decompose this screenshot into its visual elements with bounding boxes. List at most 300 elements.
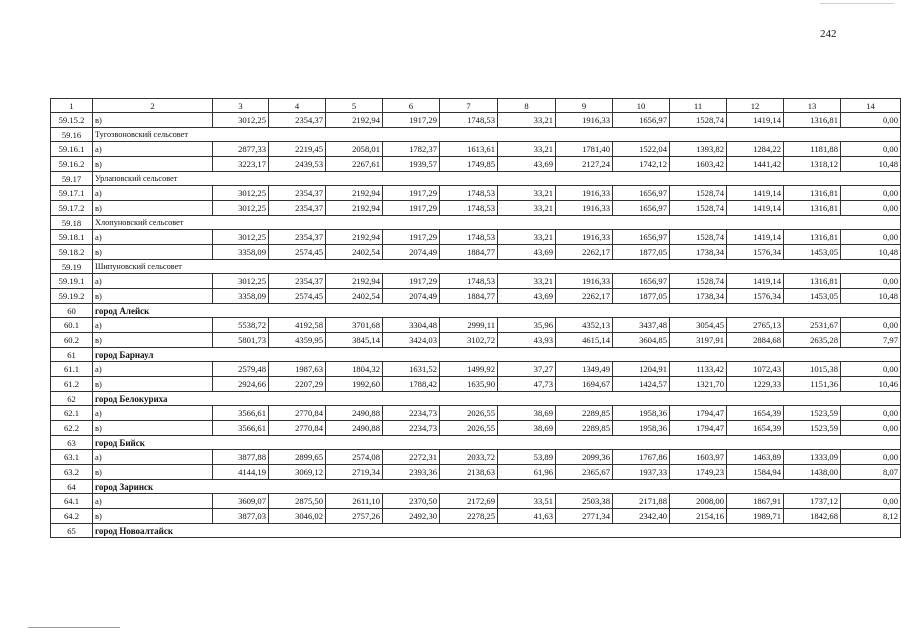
- value-cell: 1749,23: [670, 465, 727, 480]
- row-label: а): [93, 186, 213, 201]
- page-number: 242: [820, 28, 837, 40]
- value-cell: 2579,48: [213, 362, 269, 377]
- value-cell: 1528,74: [670, 274, 727, 289]
- value-cell: 2757,26: [326, 509, 383, 524]
- value-cell: 10,46: [841, 377, 901, 392]
- value-cell: 1654,39: [727, 421, 784, 436]
- table-row: [51, 230, 901, 245]
- value-cell: 1522,04: [613, 142, 670, 157]
- value-cell: 1748,53: [440, 230, 498, 245]
- value-cell: 3358,09: [213, 289, 269, 304]
- value-cell: 2771,34: [556, 509, 613, 524]
- value-cell: 2262,17: [556, 289, 613, 304]
- value-cell: 1781,40: [556, 142, 613, 157]
- row-code: 63: [51, 436, 93, 450]
- value-cell: 1316,81: [784, 113, 841, 128]
- column-header: 3: [213, 99, 269, 113]
- section-row: [51, 480, 901, 494]
- value-cell: 2234,73: [383, 406, 440, 421]
- value-cell: 1321,70: [670, 377, 727, 392]
- row-label: в): [93, 377, 213, 392]
- value-cell: 1463,89: [727, 450, 784, 465]
- value-cell: 1229,33: [727, 377, 784, 392]
- value-cell: 5801,73: [213, 333, 269, 348]
- section-row: [51, 392, 901, 406]
- row-code: 59.16: [51, 128, 93, 142]
- value-cell: 1788,42: [383, 377, 440, 392]
- value-cell: 33,51: [498, 494, 556, 509]
- value-cell: 2439,53: [269, 157, 326, 172]
- column-header: 1: [51, 99, 93, 113]
- value-cell: 1419,14: [727, 230, 784, 245]
- value-cell: 1133,42: [670, 362, 727, 377]
- value-cell: 2503,38: [556, 494, 613, 509]
- value-cell: 1939,57: [383, 157, 440, 172]
- column-header: 10: [613, 99, 670, 113]
- value-cell: 1419,14: [727, 274, 784, 289]
- value-cell: 1453,05: [784, 289, 841, 304]
- table-row: [51, 157, 901, 172]
- row-code: 62: [51, 392, 93, 406]
- value-cell: 3609,07: [213, 494, 269, 509]
- row-label: в): [93, 333, 213, 348]
- row-label: а): [93, 142, 213, 157]
- row-code: 59.19.2: [51, 289, 93, 304]
- column-header: 8: [498, 99, 556, 113]
- value-cell: 4144,19: [213, 465, 269, 480]
- value-cell: 3012,25: [213, 230, 269, 245]
- value-cell: 2402,54: [326, 289, 383, 304]
- value-cell: 3012,25: [213, 113, 269, 128]
- row-label: а): [93, 318, 213, 333]
- value-cell: 1654,39: [727, 406, 784, 421]
- value-cell: 1284,22: [727, 142, 784, 157]
- value-cell: 1867,91: [727, 494, 784, 509]
- value-cell: 2354,37: [269, 230, 326, 245]
- value-cell: 2393,36: [383, 465, 440, 480]
- row-code: 60: [51, 304, 93, 318]
- row-code: 59.17: [51, 172, 93, 186]
- value-cell: 2492,30: [383, 509, 440, 524]
- value-cell: 1748,53: [440, 113, 498, 128]
- value-cell: 2611,10: [326, 494, 383, 509]
- column-header: 11: [670, 99, 727, 113]
- column-header: 2: [93, 99, 213, 113]
- row-code: 64.2: [51, 509, 93, 524]
- value-cell: 2127,24: [556, 157, 613, 172]
- value-cell: 2899,65: [269, 450, 326, 465]
- value-cell: 1603,42: [670, 157, 727, 172]
- value-cell: 1917,29: [383, 201, 440, 216]
- row-code: 61.1: [51, 362, 93, 377]
- section-row: [51, 172, 901, 186]
- value-cell: 1958,36: [613, 406, 670, 421]
- value-cell: 4192,58: [269, 318, 326, 333]
- value-cell: 2138,63: [440, 465, 498, 480]
- value-cell: 1316,81: [784, 186, 841, 201]
- section-title: город Белокуриха: [93, 392, 901, 406]
- value-cell: 1631,52: [383, 362, 440, 377]
- section-row: [51, 260, 901, 274]
- section-title: Хлопуновский сельсовет: [93, 216, 901, 230]
- bottom-edge-rule: [28, 627, 120, 628]
- value-cell: 8,07: [841, 465, 901, 480]
- row-label: а): [93, 406, 213, 421]
- value-cell: 0,00: [841, 406, 901, 421]
- column-number-row: [51, 99, 901, 113]
- section-row: [51, 128, 901, 142]
- value-cell: 3223,17: [213, 157, 269, 172]
- value-cell: 1613,61: [440, 142, 498, 157]
- value-cell: 1992,60: [326, 377, 383, 392]
- value-cell: 33,21: [498, 230, 556, 245]
- value-cell: 1656,97: [613, 274, 670, 289]
- value-cell: 33,21: [498, 274, 556, 289]
- value-cell: 33,21: [498, 142, 556, 157]
- value-cell: 1316,81: [784, 274, 841, 289]
- value-cell: 1917,29: [383, 274, 440, 289]
- row-code: 59.18.1: [51, 230, 93, 245]
- row-label: в): [93, 289, 213, 304]
- value-cell: 3566,61: [213, 421, 269, 436]
- value-cell: 2490,88: [326, 406, 383, 421]
- value-cell: 1576,34: [727, 245, 784, 260]
- row-label: а): [93, 274, 213, 289]
- column-header: 6: [383, 99, 440, 113]
- row-code: 59.18.2: [51, 245, 93, 260]
- value-cell: 1419,14: [727, 113, 784, 128]
- value-cell: 1794,47: [670, 421, 727, 436]
- value-cell: 3877,03: [213, 509, 269, 524]
- table-row: [51, 318, 901, 333]
- value-cell: 3012,25: [213, 186, 269, 201]
- value-cell: 1441,42: [727, 157, 784, 172]
- value-cell: 33,21: [498, 186, 556, 201]
- row-code: 64.1: [51, 494, 93, 509]
- section-title: Тугозвоновский сельсовет: [93, 128, 901, 142]
- value-cell: 2531,67: [784, 318, 841, 333]
- table-row: [51, 289, 901, 304]
- value-cell: 2574,45: [269, 245, 326, 260]
- row-code: 60.2: [51, 333, 93, 348]
- table-row: [51, 465, 901, 480]
- value-cell: 1015,38: [784, 362, 841, 377]
- value-cell: 1958,36: [613, 421, 670, 436]
- tariff-table: [50, 98, 901, 538]
- value-cell: 1181,88: [784, 142, 841, 157]
- value-cell: 1877,05: [613, 289, 670, 304]
- value-cell: 2026,55: [440, 421, 498, 436]
- value-cell: 4352,13: [556, 318, 613, 333]
- value-cell: 1316,81: [784, 201, 841, 216]
- value-cell: 1528,74: [670, 113, 727, 128]
- value-cell: 0,00: [841, 450, 901, 465]
- value-cell: 1656,97: [613, 201, 670, 216]
- value-cell: 2272,31: [383, 450, 440, 465]
- row-code: 59.15.2: [51, 113, 93, 128]
- value-cell: 2171,88: [613, 494, 670, 509]
- value-cell: 1523,59: [784, 406, 841, 421]
- value-cell: 2289,85: [556, 421, 613, 436]
- value-cell: 33,21: [498, 201, 556, 216]
- section-row: [51, 348, 901, 362]
- value-cell: 3604,85: [613, 333, 670, 348]
- value-cell: 2765,13: [727, 318, 784, 333]
- value-cell: 10,48: [841, 245, 901, 260]
- section-title: город Барнаул: [93, 348, 901, 362]
- value-cell: 3304,48: [383, 318, 440, 333]
- value-cell: 3012,25: [213, 274, 269, 289]
- row-label: в): [93, 245, 213, 260]
- value-cell: 1453,05: [784, 245, 841, 260]
- value-cell: 1916,33: [556, 274, 613, 289]
- value-cell: 2877,33: [213, 142, 269, 157]
- row-label: в): [93, 201, 213, 216]
- value-cell: 2074,49: [383, 289, 440, 304]
- value-cell: 2770,84: [269, 406, 326, 421]
- value-cell: 35,96: [498, 318, 556, 333]
- value-cell: 1842,68: [784, 509, 841, 524]
- row-label: а): [93, 450, 213, 465]
- section-row: [51, 304, 901, 318]
- table-row: [51, 142, 901, 157]
- value-cell: 1737,12: [784, 494, 841, 509]
- value-cell: 7,97: [841, 333, 901, 348]
- value-cell: 1742,12: [613, 157, 670, 172]
- row-code: 59.17.1: [51, 186, 93, 201]
- table-row: [51, 362, 901, 377]
- table-row: [51, 450, 901, 465]
- value-cell: 2192,94: [326, 186, 383, 201]
- value-cell: 2999,11: [440, 318, 498, 333]
- value-cell: 0,00: [841, 362, 901, 377]
- value-cell: 2884,68: [727, 333, 784, 348]
- value-cell: 1656,97: [613, 186, 670, 201]
- column-header: 12: [727, 99, 784, 113]
- value-cell: 1528,74: [670, 186, 727, 201]
- column-header: 4: [269, 99, 326, 113]
- value-cell: 1884,77: [440, 245, 498, 260]
- section-title: Урлаповский сельсовет: [93, 172, 901, 186]
- value-cell: 1584,94: [727, 465, 784, 480]
- value-cell: 1393,82: [670, 142, 727, 157]
- value-cell: 2058,01: [326, 142, 383, 157]
- value-cell: 2262,17: [556, 245, 613, 260]
- row-code: 64: [51, 480, 93, 494]
- row-code: 60.1: [51, 318, 93, 333]
- value-cell: 10,48: [841, 157, 901, 172]
- value-cell: 2234,73: [383, 421, 440, 436]
- column-header: 5: [326, 99, 383, 113]
- value-cell: 1738,34: [670, 245, 727, 260]
- value-cell: 2278,25: [440, 509, 498, 524]
- value-cell: 2219,45: [269, 142, 326, 157]
- value-cell: 2354,37: [269, 113, 326, 128]
- value-cell: 0,00: [841, 142, 901, 157]
- value-cell: 1748,53: [440, 201, 498, 216]
- section-row: [51, 524, 901, 538]
- column-header: 7: [440, 99, 498, 113]
- table-row: [51, 274, 901, 289]
- value-cell: 2365,67: [556, 465, 613, 480]
- value-cell: 3054,45: [670, 318, 727, 333]
- value-cell: 2267,61: [326, 157, 383, 172]
- column-header: 9: [556, 99, 613, 113]
- column-header: 13: [784, 99, 841, 113]
- value-cell: 1151,36: [784, 377, 841, 392]
- row-code: 63.1: [51, 450, 93, 465]
- value-cell: 1528,74: [670, 230, 727, 245]
- value-cell: 61,96: [498, 465, 556, 480]
- table-row: [51, 406, 901, 421]
- value-cell: 2635,28: [784, 333, 841, 348]
- value-cell: 2207,29: [269, 377, 326, 392]
- value-cell: 0,00: [841, 186, 901, 201]
- row-label: а): [93, 230, 213, 245]
- value-cell: 8,12: [841, 509, 901, 524]
- value-cell: 1424,57: [613, 377, 670, 392]
- value-cell: 2192,94: [326, 113, 383, 128]
- section-row: [51, 436, 901, 450]
- row-label: в): [93, 113, 213, 128]
- row-code: 62.2: [51, 421, 93, 436]
- row-code: 59.19.1: [51, 274, 93, 289]
- value-cell: 2033,72: [440, 450, 498, 465]
- value-cell: 0,00: [841, 274, 901, 289]
- value-cell: 10,48: [841, 289, 901, 304]
- value-cell: 2074,49: [383, 245, 440, 260]
- value-cell: 1656,97: [613, 230, 670, 245]
- table-row: [51, 201, 901, 216]
- value-cell: 2770,84: [269, 421, 326, 436]
- value-cell: 2574,08: [326, 450, 383, 465]
- value-cell: 4615,14: [556, 333, 613, 348]
- value-cell: 1528,74: [670, 201, 727, 216]
- value-cell: 2354,37: [269, 274, 326, 289]
- value-cell: 1694,67: [556, 377, 613, 392]
- value-cell: 3566,61: [213, 406, 269, 421]
- value-cell: 43,69: [498, 245, 556, 260]
- value-cell: 1419,14: [727, 186, 784, 201]
- row-code: 61.2: [51, 377, 93, 392]
- value-cell: 2172,69: [440, 494, 498, 509]
- row-code: 59.16.1: [51, 142, 93, 157]
- row-code: 61: [51, 348, 93, 362]
- value-cell: 2192,94: [326, 274, 383, 289]
- value-cell: 5538,72: [213, 318, 269, 333]
- row-label: в): [93, 465, 213, 480]
- value-cell: 1419,14: [727, 201, 784, 216]
- value-cell: 1316,81: [784, 230, 841, 245]
- table-row: [51, 377, 901, 392]
- value-cell: 3437,48: [613, 318, 670, 333]
- row-code: 65: [51, 524, 93, 538]
- value-cell: 2192,94: [326, 230, 383, 245]
- value-cell: 3102,72: [440, 333, 498, 348]
- value-cell: 41,63: [498, 509, 556, 524]
- value-cell: 1318,12: [784, 157, 841, 172]
- row-code: 59.17.2: [51, 201, 93, 216]
- value-cell: 1748,53: [440, 274, 498, 289]
- section-title: город Новоалтайск: [93, 524, 901, 538]
- value-cell: 1917,29: [383, 186, 440, 201]
- value-cell: 2402,54: [326, 245, 383, 260]
- value-cell: 1204,91: [613, 362, 670, 377]
- row-code: 62.1: [51, 406, 93, 421]
- value-cell: 1656,97: [613, 113, 670, 128]
- value-cell: 2574,45: [269, 289, 326, 304]
- value-cell: 1794,47: [670, 406, 727, 421]
- value-cell: 0,00: [841, 230, 901, 245]
- value-cell: 1916,33: [556, 201, 613, 216]
- section-title: город Бийск: [93, 436, 901, 450]
- value-cell: 3046,02: [269, 509, 326, 524]
- value-cell: 37,27: [498, 362, 556, 377]
- value-cell: 3845,14: [326, 333, 383, 348]
- value-cell: 0,00: [841, 113, 901, 128]
- value-cell: 3424,03: [383, 333, 440, 348]
- table-row: [51, 494, 901, 509]
- value-cell: 0,00: [841, 494, 901, 509]
- table-body: [51, 113, 901, 538]
- value-cell: 1738,34: [670, 289, 727, 304]
- value-cell: 38,69: [498, 406, 556, 421]
- value-cell: 1499,92: [440, 362, 498, 377]
- value-cell: 33,21: [498, 113, 556, 128]
- section-title: Шипуновский сельсовет: [93, 260, 901, 274]
- value-cell: 1603,97: [670, 450, 727, 465]
- row-label: в): [93, 157, 213, 172]
- value-cell: 43,69: [498, 289, 556, 304]
- value-cell: 2354,37: [269, 186, 326, 201]
- value-cell: 1937,33: [613, 465, 670, 480]
- value-cell: 2370,50: [383, 494, 440, 509]
- section-title: город Заринск: [93, 480, 901, 494]
- section-row: [51, 216, 901, 230]
- value-cell: 2719,34: [326, 465, 383, 480]
- value-cell: 3877,88: [213, 450, 269, 465]
- value-cell: 1989,71: [727, 509, 784, 524]
- value-cell: 1916,33: [556, 186, 613, 201]
- value-cell: 1916,33: [556, 230, 613, 245]
- value-cell: 1072,43: [727, 362, 784, 377]
- value-cell: 2924,66: [213, 377, 269, 392]
- value-cell: 1635,90: [440, 377, 498, 392]
- value-cell: 1917,29: [383, 113, 440, 128]
- row-label: а): [93, 362, 213, 377]
- value-cell: 1438,00: [784, 465, 841, 480]
- value-cell: 2289,85: [556, 406, 613, 421]
- value-cell: 2026,55: [440, 406, 498, 421]
- value-cell: 3069,12: [269, 465, 326, 480]
- value-cell: 2099,36: [556, 450, 613, 465]
- row-code: 59.19: [51, 260, 93, 274]
- value-cell: 1333,09: [784, 450, 841, 465]
- value-cell: 3197,91: [670, 333, 727, 348]
- value-cell: 2342,40: [613, 509, 670, 524]
- value-cell: 47,73: [498, 377, 556, 392]
- row-code: 59.18: [51, 216, 93, 230]
- value-cell: 0,00: [841, 318, 901, 333]
- value-cell: 2354,37: [269, 201, 326, 216]
- column-header: 14: [841, 99, 901, 113]
- row-label: а): [93, 494, 213, 509]
- section-title: город Алейск: [93, 304, 901, 318]
- value-cell: 1523,59: [784, 421, 841, 436]
- value-cell: 1576,34: [727, 289, 784, 304]
- value-cell: 3701,68: [326, 318, 383, 333]
- table-row: [51, 245, 901, 260]
